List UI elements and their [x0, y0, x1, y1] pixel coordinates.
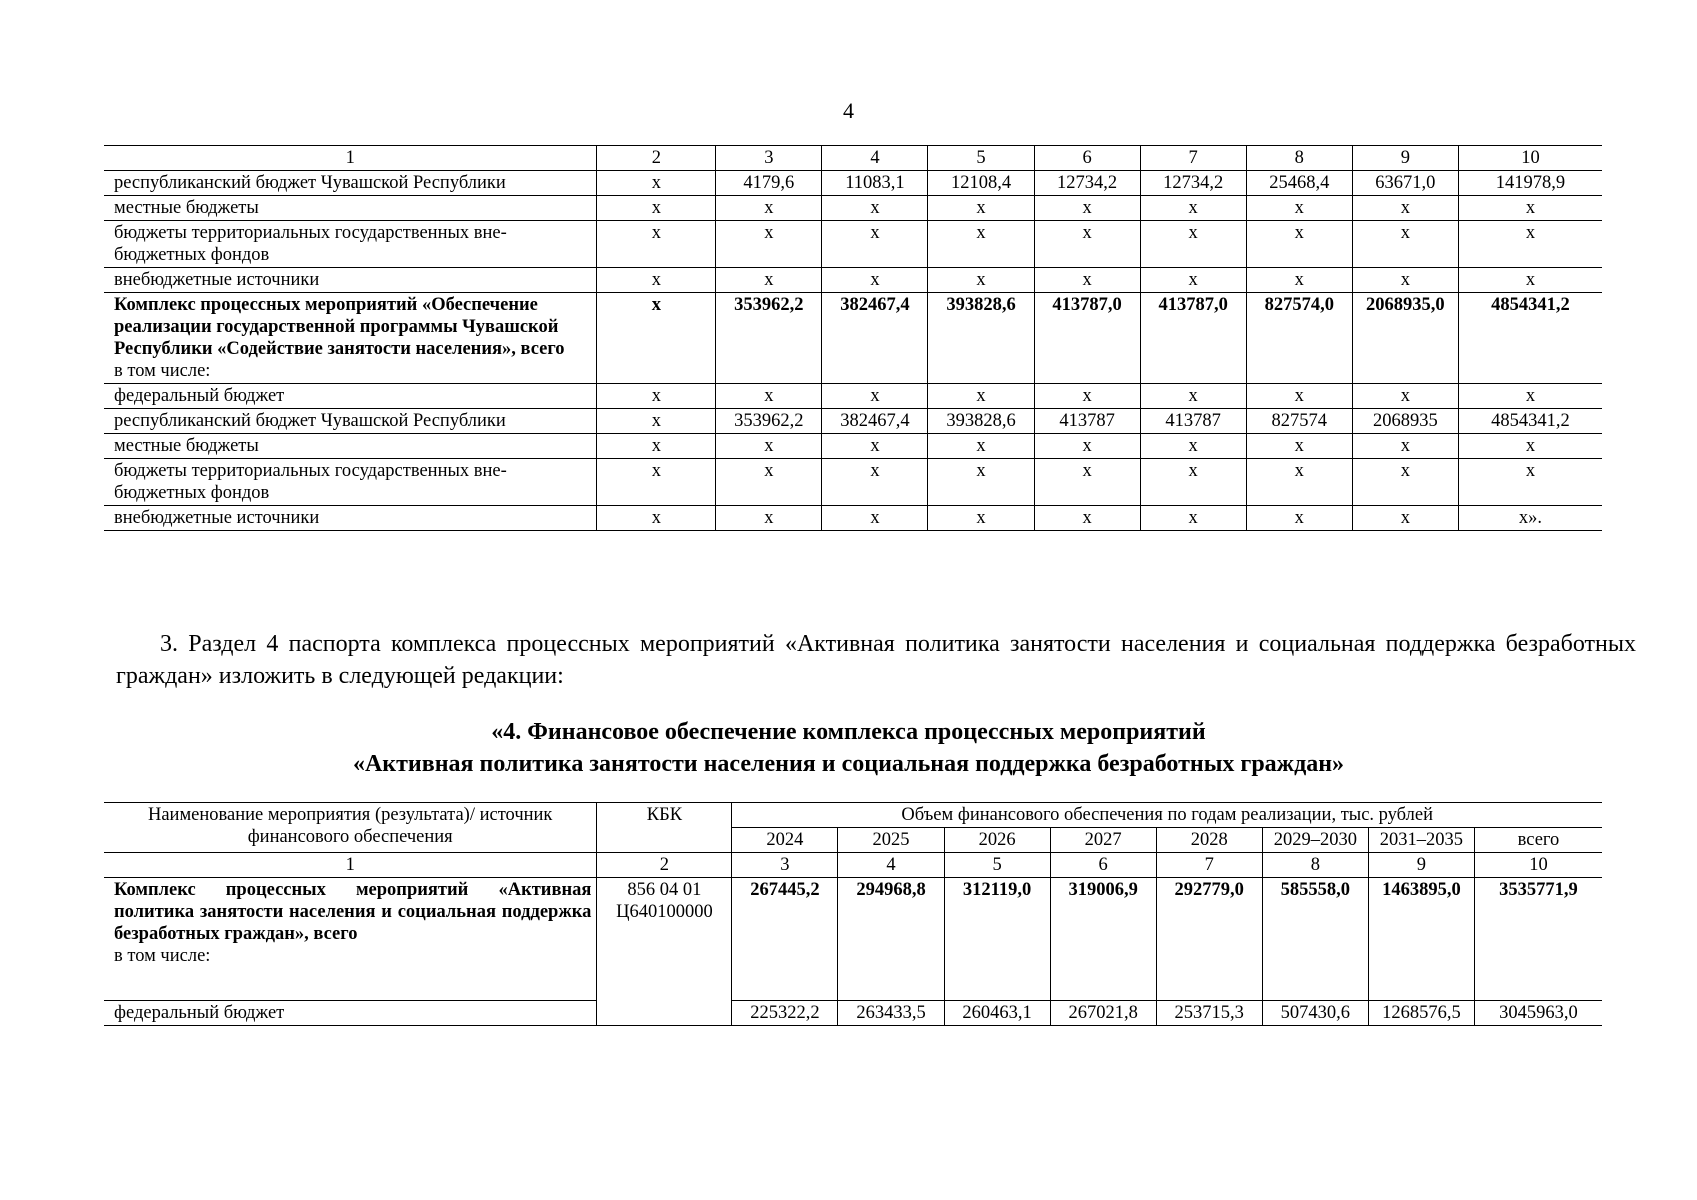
value-cell: x: [1034, 506, 1140, 531]
value-cell: x: [928, 384, 1034, 409]
row-name-cell: [104, 171, 597, 196]
column-number-cell: 3: [732, 853, 838, 878]
value-cell: x: [1458, 434, 1602, 459]
column-number-cell: 1: [104, 853, 597, 878]
row-name: федеральный бюджет: [114, 386, 285, 406]
value-cell: x: [1034, 196, 1140, 221]
value-cell: 413787: [1034, 409, 1140, 434]
row-name-cell: [104, 506, 597, 531]
value-cell: x: [1140, 196, 1246, 221]
value-cell: 393828,6: [928, 293, 1034, 384]
column-number-cell: 3: [716, 146, 822, 171]
value-cell: x: [1034, 434, 1140, 459]
value-cell: x: [597, 196, 716, 221]
header-name-column: Наименование мероприятия (результата)/ источник финансового обеспечения: [104, 803, 597, 853]
value-cell: 141978,9: [1458, 171, 1602, 196]
value-cell: x: [822, 196, 928, 221]
value-cell: x: [597, 506, 716, 531]
value-cell: 353962,2: [716, 409, 822, 434]
column-number-cell: 5: [928, 146, 1034, 171]
row-name-cell: [104, 196, 597, 221]
value-cell: 827574: [1246, 409, 1352, 434]
header-volume-column: Объем финансового обеспечения по годам реализации, тыс. рублей: [732, 803, 1602, 828]
row-name: бюджеты территориальных государственных вне-бюджетных фондов: [114, 461, 507, 503]
value-cell: x: [597, 459, 716, 506]
value-cell: 12734,2: [1140, 171, 1246, 196]
row-name: Комплекс процессных мероприятий «Активная политика занятости населения и социальная поддержка безработных граждан», всего: [114, 880, 592, 944]
value-cell: x: [1246, 434, 1352, 459]
value-cell: x: [1458, 459, 1602, 506]
value-cell: x: [1140, 459, 1246, 506]
header-year-cell: 2031–2035: [1368, 828, 1474, 853]
value-cell: 260463,1: [944, 1001, 1050, 1026]
value-cell: x: [1034, 384, 1140, 409]
row-name: республиканский бюджет Чувашской Республики: [114, 411, 506, 431]
value-cell: 393828,6: [928, 409, 1034, 434]
value-cell: x: [1352, 384, 1458, 409]
value-cell: x: [597, 409, 716, 434]
value-cell: x: [1034, 268, 1140, 293]
value-cell: x: [716, 196, 822, 221]
value-cell: 263433,5: [838, 1001, 944, 1026]
row-name-cell: [104, 293, 597, 384]
column-number-cell: 2: [597, 853, 732, 878]
table-row: [104, 434, 1602, 459]
section-heading-line2: «Активная политика занятости населения и социальная поддержка безработных граждан»: [352, 751, 1345, 777]
value-cell: 585558,0: [1262, 878, 1368, 1001]
value-cell: x».: [1458, 506, 1602, 531]
value-cell: 827574,0: [1246, 293, 1352, 384]
column-number-row: [104, 853, 1602, 878]
value-cell: 4854341,2: [1458, 293, 1602, 384]
value-cell: x: [1140, 384, 1246, 409]
value-cell: 4854341,2: [1458, 409, 1602, 434]
value-cell: x: [928, 506, 1034, 531]
kbk-cell: 856 04 01 Ц640100000: [597, 878, 732, 1026]
section-heading: [0, 716, 1697, 780]
value-cell: 382467,4: [822, 409, 928, 434]
page-number: 4: [843, 98, 854, 123]
value-cell: x: [1246, 268, 1352, 293]
column-number-cell: 10: [1474, 853, 1602, 878]
row-name-cell: [104, 409, 597, 434]
value-cell: x: [1246, 196, 1352, 221]
table-row: [104, 293, 1602, 384]
value-cell: 11083,1: [822, 171, 928, 196]
value-cell: x: [1140, 221, 1246, 268]
row-name-cell: [104, 1001, 597, 1026]
value-cell: 267021,8: [1050, 1001, 1156, 1026]
value-cell: x: [822, 459, 928, 506]
value-cell: x: [1034, 221, 1140, 268]
table-row: [104, 221, 1602, 268]
value-cell: 4179,6: [716, 171, 822, 196]
value-cell: 2068935,0: [1352, 293, 1458, 384]
header-year-cell: 2028: [1156, 828, 1262, 853]
value-cell: 294968,8: [838, 878, 944, 1001]
column-number-cell: 8: [1262, 853, 1368, 878]
column-number-cell: 6: [1034, 146, 1140, 171]
value-cell: x: [822, 434, 928, 459]
row-name: внебюджетные источники: [114, 270, 320, 290]
value-cell: 225322,2: [732, 1001, 838, 1026]
column-number-cell: 2: [597, 146, 716, 171]
value-cell: x: [1352, 434, 1458, 459]
column-number-cell: 9: [1368, 853, 1474, 878]
value-cell: 413787: [1140, 409, 1246, 434]
value-cell: x: [928, 221, 1034, 268]
table-row: [104, 268, 1602, 293]
value-cell: x: [822, 384, 928, 409]
value-cell: x: [1458, 196, 1602, 221]
header-year-cell: 2024: [732, 828, 838, 853]
value-cell: x: [1246, 384, 1352, 409]
value-cell: 12734,2: [1034, 171, 1140, 196]
value-cell: x: [716, 506, 822, 531]
row-name: федеральный бюджет: [114, 1003, 285, 1023]
header-year-cell: 2025: [838, 828, 944, 853]
column-number-cell: 6: [1050, 853, 1156, 878]
header-year-cell: 2027: [1050, 828, 1156, 853]
value-cell: x: [1458, 221, 1602, 268]
value-cell: x: [822, 506, 928, 531]
value-cell: x: [597, 384, 716, 409]
column-number-row: [104, 146, 1602, 171]
row-name: бюджеты территориальных государственных вне-бюджетных фондов: [114, 223, 507, 265]
row-name: внебюджетные источники: [114, 508, 320, 528]
table-row: [104, 1001, 1602, 1026]
value-cell: x: [1352, 221, 1458, 268]
value-cell: x: [597, 268, 716, 293]
amendment-paragraph: 3. Раздел 4 паспорта комплекса процессных мероприятий «Активная политика занятости населения и социальная поддержка безработных граждан» изложить в следующей редакции:: [116, 631, 1636, 689]
value-cell: x: [597, 221, 716, 268]
value-cell: x: [716, 221, 822, 268]
value-cell: 1268576,5: [1368, 1001, 1474, 1026]
column-number-cell: 10: [1458, 146, 1602, 171]
value-cell: x: [716, 459, 822, 506]
table-row: [104, 196, 1602, 221]
header-year-cell: всего: [1474, 828, 1602, 853]
row-subtitle: в том числе:: [114, 361, 211, 381]
column-number-cell: 5: [944, 853, 1050, 878]
column-number-cell: 4: [822, 146, 928, 171]
value-cell: x: [822, 221, 928, 268]
value-cell: x: [597, 293, 716, 384]
row-name-cell: [104, 268, 597, 293]
value-cell: 507430,6: [1262, 1001, 1368, 1026]
value-cell: 1463895,0: [1368, 878, 1474, 1001]
column-number-cell: 7: [1156, 853, 1262, 878]
value-cell: 319006,9: [1050, 878, 1156, 1001]
header-year-cell: 2026: [944, 828, 1050, 853]
row-name-cell: [104, 878, 597, 1001]
value-cell: x: [1140, 506, 1246, 531]
row-name-cell: [104, 434, 597, 459]
value-cell: x: [1352, 196, 1458, 221]
table-row: [104, 506, 1602, 531]
table-row: [104, 459, 1602, 506]
section-heading-line1: «4. Финансовое обеспечение комплекса процессных мероприятий: [491, 719, 1206, 745]
financing-table-section4: [104, 802, 1602, 1026]
value-cell: 63671,0: [1352, 171, 1458, 196]
value-cell: 25468,4: [1246, 171, 1352, 196]
value-cell: 3535771,9: [1474, 878, 1602, 1001]
value-cell: x: [597, 434, 716, 459]
value-cell: x: [1140, 268, 1246, 293]
value-cell: x: [1140, 434, 1246, 459]
value-cell: 312119,0: [944, 878, 1050, 1001]
column-number-cell: 1: [104, 146, 597, 171]
header-year-cell: 2029–2030: [1262, 828, 1368, 853]
header-kbk-column: КБК: [597, 803, 732, 853]
row-name: местные бюджеты: [114, 198, 259, 218]
value-cell: x: [716, 268, 822, 293]
value-cell: x: [928, 434, 1034, 459]
value-cell: x: [1034, 459, 1140, 506]
value-cell: 382467,4: [822, 293, 928, 384]
value-cell: 3045963,0: [1474, 1001, 1602, 1026]
value-cell: x: [1246, 459, 1352, 506]
value-cell: x: [1352, 459, 1458, 506]
value-cell: 413787,0: [1140, 293, 1246, 384]
column-number-cell: 7: [1140, 146, 1246, 171]
value-cell: x: [1246, 221, 1352, 268]
value-cell: x: [716, 434, 822, 459]
financing-table-continuation: [104, 145, 1602, 531]
table-row: [104, 384, 1602, 409]
value-cell: 292779,0: [1156, 878, 1262, 1001]
row-name: Комплекс процессных мероприятий «Обеспечение реализации государственной программы Чувашской Республики «Содействие занятости населения», всего: [114, 295, 565, 359]
value-cell: x: [1458, 268, 1602, 293]
value-cell: 253715,3: [1156, 1001, 1262, 1026]
row-name: местные бюджеты: [114, 436, 259, 456]
value-cell: x: [1352, 268, 1458, 293]
value-cell: 12108,4: [928, 171, 1034, 196]
value-cell: 2068935: [1352, 409, 1458, 434]
row-name-cell: [104, 221, 597, 268]
value-cell: x: [597, 171, 716, 196]
row-name: республиканский бюджет Чувашской Республики: [114, 173, 506, 193]
row-name-cell: [104, 384, 597, 409]
column-number-cell: 4: [838, 853, 944, 878]
column-number-cell: 9: [1352, 146, 1458, 171]
value-cell: 413787,0: [1034, 293, 1140, 384]
value-cell: x: [928, 268, 1034, 293]
value-cell: x: [716, 384, 822, 409]
row-name-cell: [104, 459, 597, 506]
table-row: [104, 878, 1602, 1001]
value-cell: 353962,2: [716, 293, 822, 384]
value-cell: 267445,2: [732, 878, 838, 1001]
value-cell: x: [928, 459, 1034, 506]
value-cell: x: [1352, 506, 1458, 531]
value-cell: x: [928, 196, 1034, 221]
value-cell: x: [1246, 506, 1352, 531]
column-number-cell: 8: [1246, 146, 1352, 171]
row-subtitle: в том числе:: [114, 946, 211, 966]
table-row: [104, 409, 1602, 434]
value-cell: x: [822, 268, 928, 293]
value-cell: x: [1458, 384, 1602, 409]
table-row: [104, 171, 1602, 196]
